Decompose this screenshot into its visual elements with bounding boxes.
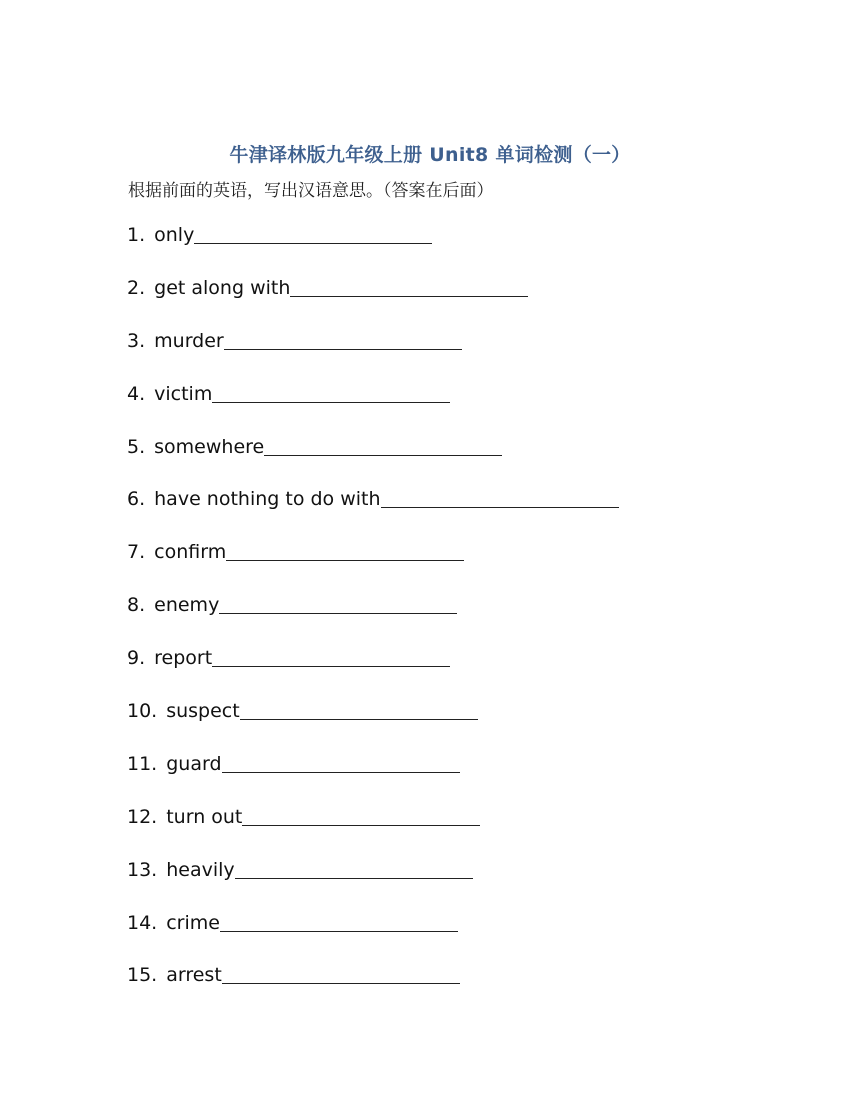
item-number: 8. — [127, 594, 146, 617]
answer-blank[interactable] — [220, 910, 458, 932]
list-item — [127, 751, 619, 804]
list-item — [127, 381, 619, 434]
item-number: 4. — [127, 382, 146, 405]
item-word: only — [154, 224, 195, 246]
item-number: 13. — [127, 858, 158, 881]
list-item — [127, 804, 619, 857]
item-number: 12. — [127, 805, 158, 828]
answer-blank[interactable] — [194, 222, 432, 244]
list-item — [127, 592, 619, 645]
answer-blank[interactable] — [219, 592, 457, 614]
item-word: victim — [154, 382, 213, 405]
item-number: 2. — [127, 276, 146, 299]
item-word: have nothing to do with — [154, 488, 381, 511]
item-word: turn out — [166, 805, 243, 828]
item-word: get along with — [154, 276, 291, 299]
item-word: enemy — [154, 594, 220, 617]
item-number: 5. — [127, 435, 146, 458]
list-item — [127, 857, 619, 910]
item-number: 7. — [127, 541, 146, 564]
answer-blank[interactable] — [212, 645, 450, 667]
list-item — [127, 910, 619, 963]
answer-blank[interactable] — [222, 751, 460, 773]
item-word: heavily — [166, 858, 235, 881]
answer-blank[interactable] — [226, 539, 464, 561]
page-title: 牛津译林版九年级上册 Unit8 单词检测（一） — [229, 144, 631, 166]
answer-blank[interactable] — [222, 962, 460, 984]
list-item — [127, 328, 619, 381]
item-number: 9. — [127, 647, 146, 670]
answer-blank[interactable] — [381, 486, 619, 508]
answer-blank[interactable] — [212, 381, 450, 403]
answer-blank[interactable] — [240, 698, 478, 720]
item-number: 1. — [127, 224, 146, 246]
item-number: 6. — [127, 488, 146, 511]
item-number: 10. — [127, 700, 158, 723]
list-item — [127, 539, 619, 592]
list-item — [127, 962, 619, 1015]
list-item — [127, 698, 619, 751]
list-item — [127, 486, 619, 539]
vocabulary-list — [127, 222, 619, 1015]
item-number: 11. — [127, 752, 158, 775]
answer-blank[interactable] — [242, 804, 480, 826]
item-word: somewhere — [154, 435, 265, 458]
answer-blank[interactable] — [290, 275, 528, 297]
item-number: 3. — [127, 329, 146, 352]
answer-blank[interactable] — [264, 434, 502, 456]
item-word: murder — [154, 329, 224, 352]
item-word: crime — [166, 911, 220, 934]
item-number: 15. — [127, 964, 158, 987]
instruction-text: 根据前面的英语，写出汉语意思。（答案在后面） — [128, 181, 494, 201]
item-word: report — [154, 647, 213, 670]
item-word: arrest — [166, 964, 222, 987]
item-number: 14. — [127, 911, 158, 934]
list-item — [127, 434, 619, 487]
item-word: guard — [166, 752, 222, 775]
item-word: suspect — [166, 700, 240, 723]
item-word: confirm — [154, 541, 227, 564]
answer-blank[interactable] — [235, 857, 473, 879]
answer-blank[interactable] — [224, 328, 462, 350]
list-item — [127, 222, 619, 275]
list-item — [127, 275, 619, 328]
list-item — [127, 645, 619, 698]
